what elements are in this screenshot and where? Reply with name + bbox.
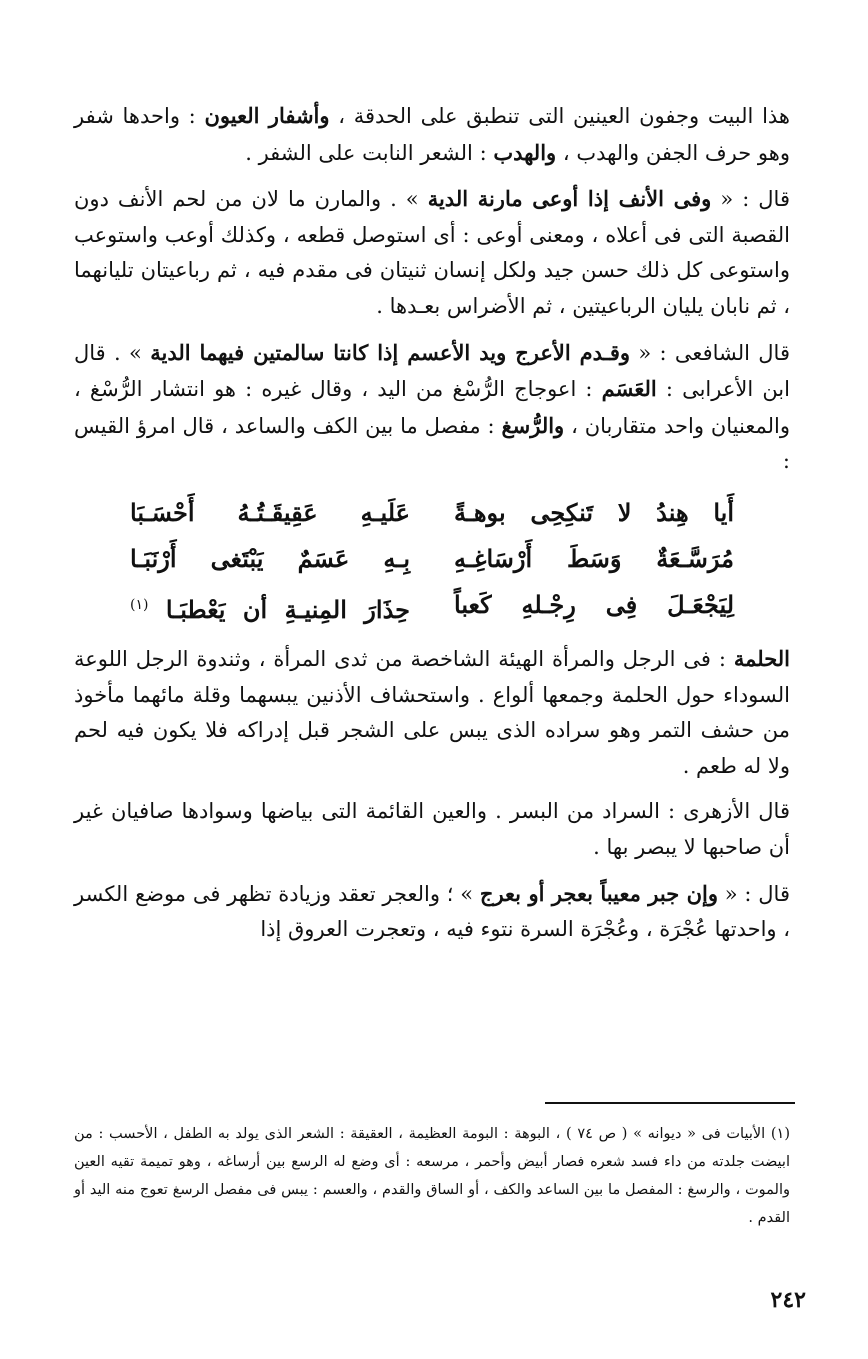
quote-fracture: وإن جبر معيباً بعجر أو بعرج: [479, 880, 718, 906]
verse-first-hemistich: لِيَجْعَـلَ فِى رِجْـلهِ كَعباً: [454, 589, 734, 619]
verse-second-hemistich: بِـهِ عَسَمٌ يَبْتَغى أَرْنَبَـا: [130, 543, 410, 573]
verse-line: [74, 582, 790, 633]
poem-verse: [74, 490, 790, 633]
term-hadab: والهدب: [493, 139, 557, 165]
paragraph-nipple: الحلمة : فى الرجل والمرأة الهيئة الشاخصة من ثدى المرأة ، وثندوة الرجل اللوعة السوداء حول الحلمة وجمعها ألواع . واستحشاف الأذنين يبسهما وقلة مائهما مأخوذ من حشف التمر وهو سراده الذى يبس على الشجر قبل إدراكه فلا يكون فيه لحم ولا له طعم .: [74, 645, 790, 778]
footnote-divider: [545, 1102, 795, 1104]
verse-first-hemistich: أَيا هِندُ لا تَنكِحِى بوهـةً: [454, 497, 734, 527]
footnote-text: (١) الأبيات فى « ديوانه » ( ص ٧٤ ) ، البوهة : البومة العظيمة ، العقيقة : الشعر الذى يولد به الطفل ، الأحسب : من ابيضت جلدته من داء فسد شعره فصار أبيض وأحمر ، مرسعه : أى وضع له الرسع بين أرساغه ، وهو تميمة تقيه العين والموت ، والرسغ : المفصل ما بين الساعد والكف ، أو الساق والقدم ، والعسم : يبس فى مفصل الرسغ تعوج منه اليد أو القدم .: [74, 1126, 790, 1226]
verse-first-hemistich: مُرَسَّـعَةٌ وَسَطَ أَرْسَاغِـهِ: [454, 543, 734, 573]
term-rusgh: والرُّسغ: [501, 412, 565, 438]
paragraph-eyelids: هذا البيت وجفون العينين التى تنطبق على الحدقة ، وأشفار العيون : واحدها شفر وهو حرف الجفن والهدب ، والهدب : الشعر النابت على الشفر .: [74, 103, 790, 165]
verse-line: [74, 490, 790, 536]
term-eyelashes: وأشفار العيون: [204, 103, 330, 128]
term-halama: الحلمة: [733, 645, 790, 671]
verse-second-hemistich: عَلَيـهِ عَقِيقَـتُـهُ أَحْسَـبَا: [130, 497, 410, 527]
term-asam: العَسَم: [601, 376, 657, 402]
paragraph-fracture: قال : « وإن جبر معيباً بعجر أو بعرج » ؛ والعجر تعقد وزيادة تظهر فى موضع الكسر ، واحدتها عُجْرَة ، وعُجْرَة السرة نتوء فيه ، وتعجرت العروق إذا: [74, 880, 790, 942]
footnote-marker: (١): [130, 596, 149, 613]
quote-nose: وفى الأنف إذا أوعى مارنة الدية: [427, 186, 712, 212]
page-number: ٢٤٢: [770, 1287, 806, 1313]
paragraph-nose: قال : « وفى الأنف إذا أوعى مارنة الدية » . والمارن ما لان من لحم الأنف دون القصبة التى فى أعلاه ، ومعنى أوعى : أى استوصل قطعه ، وكذلك أوعب واستوعب واستوعى كل ذلك حسن جيد ولكل إنسان ثنيتان فى مقدم فيه ، ثم رباعيتان تليانهما ، ثم نابان يليان الرباعيتين ، ثم الأضراس بعـدها .: [74, 186, 790, 318]
verse-second-hemistich: حِذَارَ المِنيـةِ أن يَعْطبَـا $^{(١)}$: [130, 594, 410, 624]
main-text: [74, 98, 790, 958]
quote-foot-hand: وقـدم الأعرج ويد الأعسم إذا كانتا سالمتين فيهما الدية: [150, 339, 631, 365]
paragraph-foot-hand: قال الشافعى : « وقـدم الأعرج ويد الأعسم إذا كانتا سالمتين فيهما الدية » . قال ابن الأعرابى : العَسَم : اعوجاج الرُّسْغ من اليد ، وقال غيره : هو انتشار الرُّسْغ ، والمعنيان واحد متقاربان ، والرُّسغ : مفصل ما بين الكف والساعد ، قال امرؤ القيس :: [74, 339, 790, 474]
paragraph-azhari: قال الأزهرى : السراد من البسر . والعين القائمة التى بياضها وسوادها صافيان غير أن صاحبها لا يبصر بها .: [74, 799, 790, 859]
verse-line: [74, 536, 790, 582]
footnote: [74, 1120, 790, 1232]
